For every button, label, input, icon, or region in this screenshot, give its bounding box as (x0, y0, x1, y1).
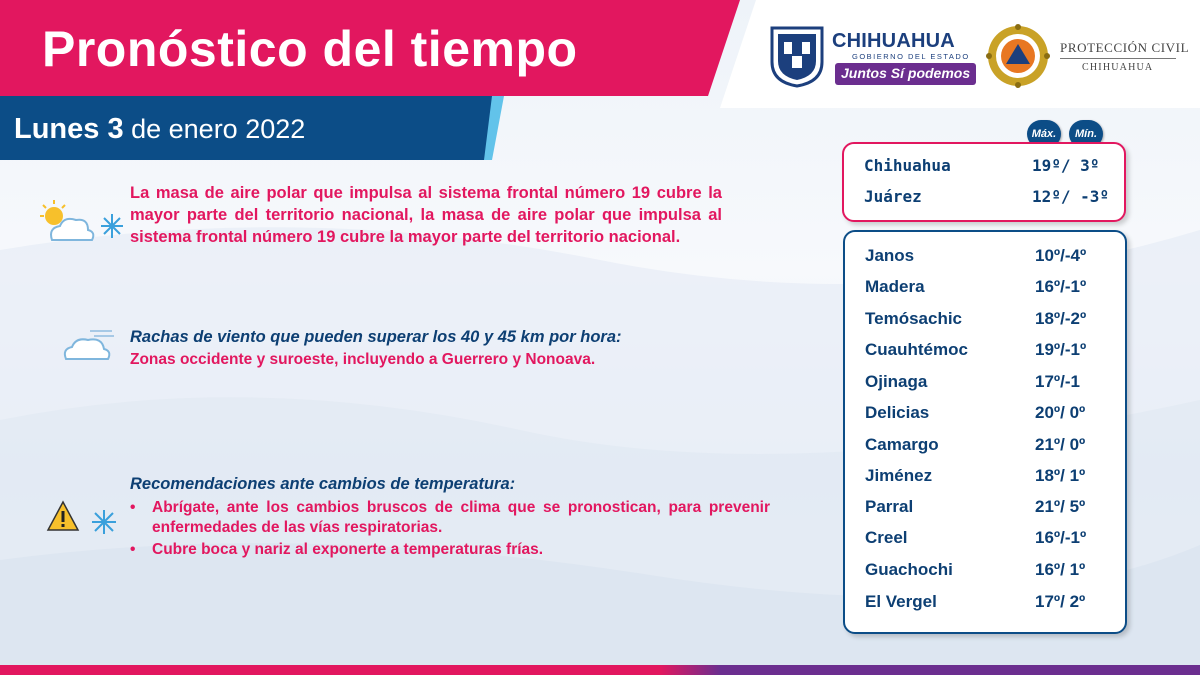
city-temperature: 20º/ 0º (1035, 403, 1086, 422)
state-subtitle: GOBIERNO DEL ESTADO (852, 52, 970, 61)
table-row (845, 277, 1125, 303)
city-name: Janos (865, 246, 915, 265)
table-row (845, 592, 1125, 618)
city-temperature: 18º/-2º (1035, 309, 1087, 328)
warning-icon (46, 500, 80, 532)
city-name: Delicias (865, 403, 930, 422)
list-item: • Abrígate, ante los cambios bruscos de clima que se pronostican, para prevenir enfermedades de las vías respiratorias. (130, 498, 770, 538)
table-row (845, 372, 1125, 398)
recommendations-title: Recomendaciones ante cambios de temperatura: (130, 475, 516, 493)
state-slogan: Juntos Sí podemos (835, 63, 976, 85)
table-row (845, 246, 1125, 272)
table-row (845, 435, 1125, 461)
snowflake-icon (90, 508, 118, 536)
civil-protection-name: PROTECCIÓN CIVIL (1060, 40, 1190, 55)
city-temperature: 16º/-1º (1035, 277, 1087, 296)
city-name: Guachochi (865, 560, 953, 579)
date-rest: de enero 2022 (131, 114, 306, 144)
table-row (845, 528, 1125, 554)
max-temp-header-badge: Máx. (1027, 120, 1061, 148)
forecast-date (14, 113, 305, 146)
table-row (845, 497, 1125, 523)
forecast-summary: La masa de aire polar que impulsa al sistema frontal número 19 cubre la mayor parte del territorio nacional, la masa de aire polar que impulsa al sistema frontal número 19 cubre la mayor parte del territorio nacional. (130, 184, 722, 246)
page-title: Pronóstico del tiempo (42, 21, 578, 77)
civil-protection-seal-icon (986, 24, 1050, 88)
city-name: Ojinaga (865, 372, 928, 391)
city-temperature: 12º/ -3º (1032, 187, 1110, 206)
partly-cloudy-snow-icon (34, 196, 128, 250)
city-temperature: 17º/-1 (1035, 372, 1080, 391)
city-name: Jiménez (865, 466, 933, 485)
state-name: CHIHUAHUA (832, 30, 955, 52)
table-row (845, 560, 1125, 586)
city-name: Camargo (865, 435, 939, 454)
city-name: Creel (865, 528, 908, 547)
city-name: Parral (865, 497, 914, 516)
date-day: Lunes 3 (14, 113, 124, 145)
city-name: El Vergel (865, 592, 937, 611)
list-item: • Cubre boca y nariz al exponerte a temperaturas frías. (130, 540, 770, 560)
city-temperature: 16º/-1º (1035, 528, 1087, 547)
city-name: Juárez (864, 187, 922, 206)
city-temperature: 21º/ 0º (1035, 435, 1086, 454)
footer-bar (0, 665, 1200, 675)
table-row (844, 187, 1124, 213)
windy-cloud-icon (60, 325, 116, 365)
city-temperature: 17º/ 2º (1035, 592, 1086, 611)
table-row (845, 403, 1125, 429)
city-temperature: 21º/ 5º (1035, 497, 1086, 516)
table-row (844, 156, 1124, 182)
city-temperature: 19º/-1º (1035, 340, 1087, 359)
city-temperature: 10º/-4º (1035, 246, 1087, 265)
civil-protection-divider (1060, 58, 1176, 59)
city-temperature: 16º/ 1º (1035, 560, 1086, 579)
min-temp-header-badge: Mín. (1069, 120, 1103, 148)
city-temperature: 18º/ 1º (1035, 466, 1086, 485)
state-shield-icon (768, 24, 826, 88)
table-row (845, 309, 1125, 335)
city-name: Temósachic (865, 309, 963, 328)
wind-alert-body: Zonas occidente y suroeste, incluyendo a Guerrero y Nonoava. (130, 351, 596, 368)
regional-cities-box (843, 230, 1127, 634)
city-name: Cuauhtémoc (865, 340, 968, 359)
table-row (845, 466, 1125, 492)
city-name: Madera (865, 277, 925, 296)
table-row (845, 340, 1125, 366)
city-temperature: 19º/ 3º (1032, 156, 1100, 175)
main-cities-box (842, 142, 1126, 222)
civil-protection-subtitle: CHIHUAHUA (1082, 62, 1154, 73)
wind-alert-title: Rachas de viento que pueden superar los 40 y 45 km por hora: (130, 328, 622, 346)
city-name: Chihuahua (864, 156, 951, 175)
recommendations-list (130, 498, 770, 562)
